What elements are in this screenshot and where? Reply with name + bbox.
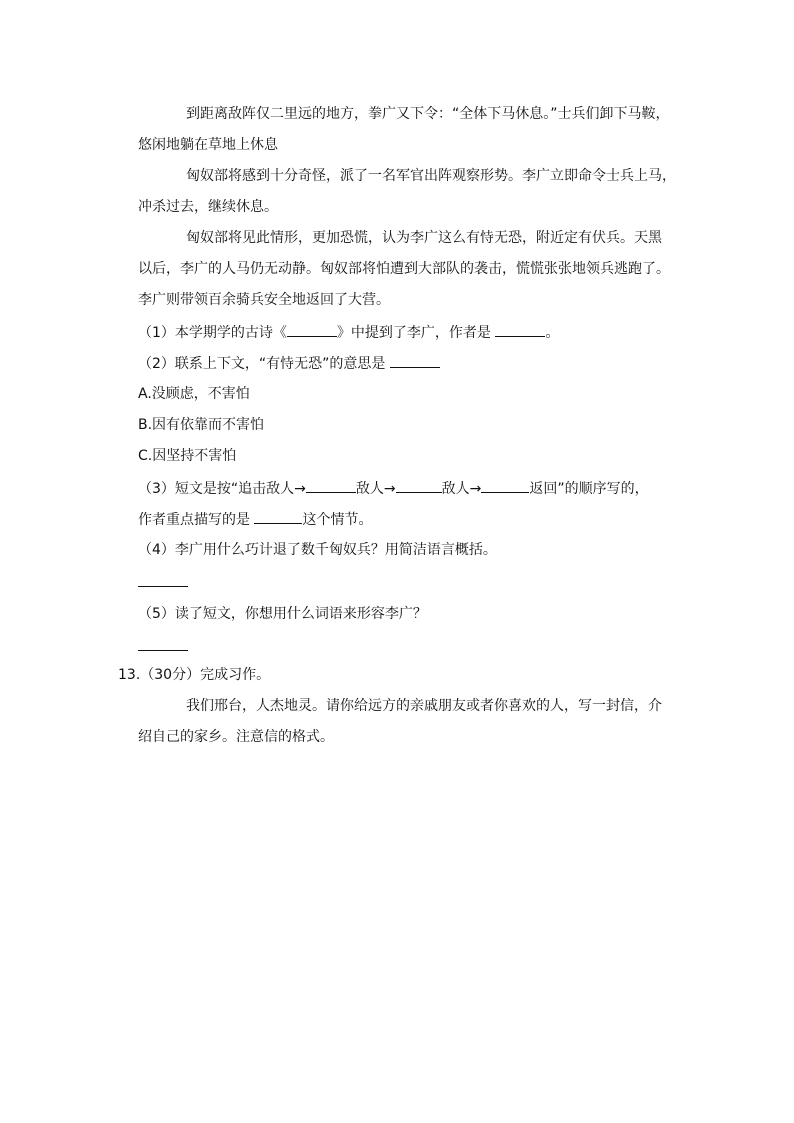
question-1 <box>138 322 559 343</box>
answer-blank[interactable] <box>254 509 302 524</box>
question-text: 敌人→ <box>441 481 482 497</box>
question-text: 作者重点描写的是 <box>138 512 255 528</box>
answer-blank[interactable] <box>138 636 188 651</box>
option-b: B.因有依靠而不害怕 <box>138 417 265 433</box>
passage-line: 李广则带领百余骑兵安全地返回了大营。 <box>138 292 390 308</box>
question-3 <box>138 478 649 499</box>
passage-line: 匈奴部将感到十分奇怪，派了一名军官出阵观察形势。李广立即命令士兵上马， <box>186 168 676 184</box>
question-text: （3）短文是按“追击敌人→ <box>138 481 306 497</box>
question-text: 》中提到了李广，作者是 <box>336 325 496 341</box>
answer-blank[interactable] <box>481 478 529 493</box>
question-text: 敌人→ <box>355 481 396 497</box>
question-13-title: 13.（30分）完成习作。 <box>118 667 271 683</box>
question-5: （5）读了短文，你想用什么词语来形容李广？ <box>138 606 427 622</box>
question-text: 这个情节。 <box>302 512 373 528</box>
answer-blank[interactable] <box>138 572 188 587</box>
question-4: （4）李广用什么巧计退了数千匈奴兵？用简洁语言概括。 <box>138 542 497 558</box>
question-text: 返回”的顺序写的， <box>529 481 649 497</box>
question-text: 。 <box>545 325 560 341</box>
passage-line: 到距离敌阵仅二里远的地方，拳广又下令：“全体下马休息。”士兵们卸下马鞍， <box>186 106 670 122</box>
passage-line: 悠闲地躺在草地上休息 <box>138 137 278 153</box>
option-a: A.没顾虑，不害怕 <box>138 386 250 402</box>
answer-blank[interactable] <box>495 322 545 337</box>
option-c: C.因坚持不害怕 <box>138 448 237 464</box>
answer-blank[interactable] <box>396 478 442 493</box>
question-text: （1）本学期学的古诗《 <box>138 325 287 341</box>
answer-blank[interactable] <box>306 478 356 493</box>
question-13-body: 绍自己的家乡。注意信的格式。 <box>138 729 334 745</box>
question-2 <box>138 353 440 374</box>
passage-line: 冲杀过去，继续休息。 <box>138 199 278 215</box>
answer-blank[interactable] <box>287 322 337 337</box>
passage-line: 以后，李广的人马仍无动静。匈奴部将怕遭到大部队的袭击，慌慌张张地领兵逃跑了。 <box>138 261 670 277</box>
answer-line[interactable] <box>138 572 188 593</box>
answer-line[interactable] <box>138 636 188 657</box>
answer-blank[interactable] <box>390 353 440 368</box>
question-13-body: 我们邢台，人杰地灵。请你给远方的亲戚朋友或者你喜欢的人，写一封信，介 <box>186 698 662 714</box>
passage-line: 匈奴部将见此情形，更加恐慌，认为李广这么有恃无恐，附近定有伏兵。天黑 <box>186 230 662 246</box>
question-3-cont <box>138 509 372 530</box>
question-text: （2）联系上下文，“有恃无恐”的意思是 <box>138 356 390 372</box>
